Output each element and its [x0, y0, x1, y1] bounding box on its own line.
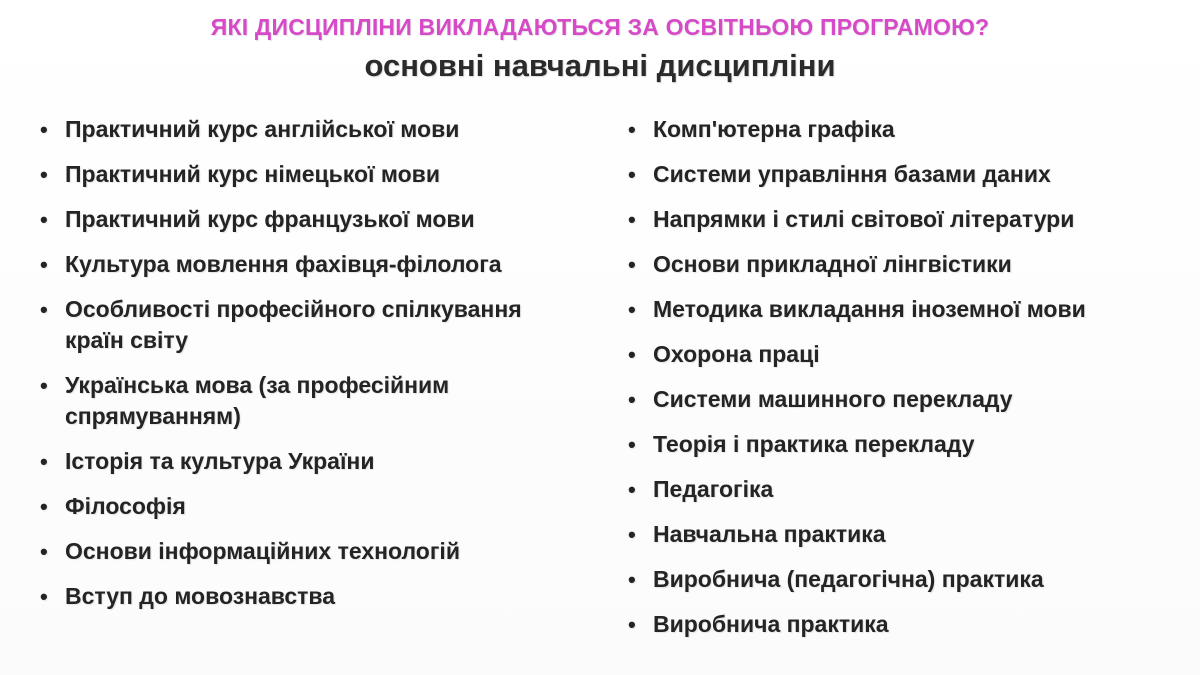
list-item — [40, 536, 600, 567]
list-item-label: Культура мовлення фахівця-філолога — [65, 251, 502, 277]
list-item — [628, 159, 1188, 190]
list-item-label: Практичний курс англійської мови — [65, 116, 460, 142]
list-item — [40, 159, 600, 190]
bullet-icon: • — [628, 162, 636, 187]
list-item — [40, 114, 600, 145]
list-item-label — [65, 370, 449, 432]
list-item-label: Основи прикладної лінгвістики — [653, 251, 1012, 277]
list-item-label: Практичний курс французької мови — [65, 206, 475, 232]
list-item-label: Напрямки і стилі світової літератури — [653, 206, 1075, 232]
right-discipline-list — [628, 114, 1188, 654]
list-item-label: Основи інформаційних технологій — [65, 538, 460, 564]
bullet-icon: • — [40, 449, 48, 474]
bullet-icon: • — [40, 494, 48, 519]
bullet-icon: • — [628, 207, 636, 232]
page-subtitle: основні навчальні дисципліни — [364, 48, 836, 83]
list-item-label-line: країн світу — [65, 327, 189, 353]
list-item-label: Комп'ютерна графіка — [653, 116, 895, 142]
list-item — [40, 249, 600, 280]
list-item — [628, 114, 1188, 145]
bullet-icon: • — [628, 252, 636, 277]
list-item-label — [65, 294, 522, 356]
list-item — [40, 491, 600, 522]
list-item — [628, 564, 1188, 595]
bullet-icon: • — [628, 297, 636, 322]
bullet-icon: • — [40, 373, 48, 398]
list-item-label-line: спрямуванням) — [65, 403, 241, 429]
list-item-label: Філософія — [65, 493, 186, 519]
bullet-icon: • — [40, 297, 48, 322]
list-item — [628, 474, 1188, 505]
bullet-icon: • — [628, 477, 636, 502]
bullet-icon: • — [628, 432, 636, 457]
bullet-icon: • — [628, 522, 636, 547]
list-item-label: Вступ до мовознавства — [65, 583, 336, 609]
list-item — [628, 519, 1188, 550]
bullet-icon: • — [40, 252, 48, 277]
list-item — [628, 204, 1188, 235]
list-item — [40, 581, 600, 612]
list-item-label: Виробнича (педагогічна) практика — [653, 566, 1044, 592]
list-item-label: Системи машинного перекладу — [653, 386, 1013, 412]
bullet-icon: • — [628, 342, 636, 367]
list-item — [40, 294, 600, 356]
list-item — [628, 429, 1188, 460]
list-item — [40, 370, 600, 432]
list-item-label: Навчальна практика — [653, 521, 886, 547]
list-item — [628, 294, 1188, 325]
bullet-icon: • — [40, 584, 48, 609]
list-item-label: Методика викладання іноземної мови — [653, 296, 1086, 322]
bullet-icon: • — [40, 207, 48, 232]
bullet-icon: • — [40, 162, 48, 187]
list-item-label-line: Особливості професійного спілкування — [65, 296, 522, 322]
list-item-label: Виробнича практика — [653, 611, 889, 637]
bullet-icon: • — [628, 612, 636, 637]
list-item — [40, 204, 600, 235]
list-item — [628, 249, 1188, 280]
list-item-label-line: Українська мова (за професійним — [65, 372, 450, 398]
list-item — [628, 384, 1188, 415]
list-item — [40, 446, 600, 477]
bullet-icon: • — [628, 387, 636, 412]
list-item-label: Педагогіка — [653, 476, 774, 502]
page-title: ЯКІ ДИСЦИПЛІНИ ВИКЛАДАЮТЬСЯ ЗА ОСВІТНЬОЮ ПРОГРАМОЮ? — [210, 14, 990, 40]
bullet-icon: • — [628, 117, 636, 142]
list-item-label: Теорія і практика перекладу — [653, 431, 975, 457]
list-item — [628, 339, 1188, 370]
bullet-icon: • — [40, 539, 48, 564]
bullet-icon: • — [40, 117, 48, 142]
bullet-icon: • — [628, 567, 636, 592]
list-item-label: Історія та культура України — [65, 448, 375, 474]
list-item-label: Практичний курс німецької мови — [65, 161, 440, 187]
list-item-label: Системи управління базами даних — [653, 161, 1051, 187]
list-item — [628, 609, 1188, 640]
left-discipline-list — [40, 114, 600, 626]
list-item-label: Охорона праці — [653, 341, 820, 367]
